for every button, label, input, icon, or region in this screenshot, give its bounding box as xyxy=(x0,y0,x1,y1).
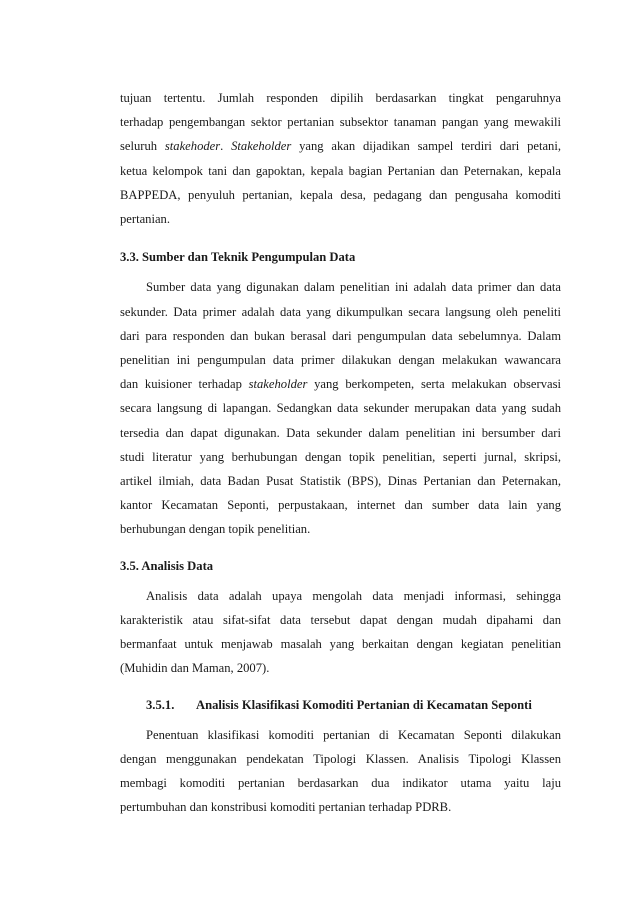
text-line: studi literatur yang berhubungan dengan topik penelitian, seperti jurnal, skripsi, xyxy=(120,449,561,464)
text-line: pertumbuhan dan konstribusi komoditi pertanian terhadap PDRB. xyxy=(120,800,452,815)
text-line: dari para responden dan bukan berasal dari pengumpulan data sebelumnya. Dalam xyxy=(120,328,561,343)
text-line: bermanfaat untuk menjawab masalah yang berkaitan dengan kegiatan penelitian xyxy=(120,637,561,652)
text-line: penelitian ini pengumpulan data primer dilakukan dengan melakukan wawancara xyxy=(120,353,561,368)
text-line xyxy=(120,134,561,158)
paragraph-analisis-data xyxy=(120,584,561,681)
text-line: kantor Kecamatan Seponti, perpustakaan, internet dan sumber data lain yang xyxy=(120,498,561,513)
text-line: artikel ilmiah, data Badan Pusat Statistik (BPS), Dinas Pertanian dan Peternakan, xyxy=(120,474,561,489)
text-line: karakteristik atau sifat-sifat data tersebut dapat dengan mudah dipahami dan xyxy=(120,613,561,628)
text-line: Sumber data yang digunakan dalam penelitian ini adalah data primer dan data xyxy=(146,280,561,295)
text-span: . xyxy=(220,139,232,154)
text-line: ketua kelompok tani dan gapoktan, kepala bagian Pertanian dan Peternakan, kepala xyxy=(120,163,561,178)
text-span: yang akan dijadikan sampel terdiri dari petani, xyxy=(291,139,561,154)
page-content xyxy=(120,86,561,820)
paragraph-intro xyxy=(120,86,561,231)
text-line: dengan menggunakan pendekatan Tipologi Klassen. Analisis Tipologi Klassen xyxy=(120,752,561,767)
italic-term: stakeholder xyxy=(248,377,308,392)
text-line: Penentuan klasifikasi komoditi pertanian di Kecamatan Seponti dilakukan xyxy=(146,727,561,742)
text-line: membagi komoditi pertanian berdasarkan dua indikator utama yaitu laju xyxy=(120,776,561,791)
subsection-heading-3-5-1 xyxy=(120,693,561,717)
section-heading-3-3: 3.3. Sumber dan Teknik Pengumpulan Data xyxy=(120,250,356,265)
paragraph-klasifikasi xyxy=(120,723,561,820)
text-line: tujuan tertentu. Jumlah responden dipilih berdasarkan tingkat pengaruhnya xyxy=(120,91,561,105)
italic-term: stakehoder xyxy=(164,139,221,154)
text-line: pertanian. xyxy=(120,212,170,227)
text-line: secara langsung di lapangan. Sedangkan data sekunder merupakan data yang sudah xyxy=(120,401,561,416)
text-line: BAPPEDA, penyuluh pertanian, kepala desa, pedagang dan pengusaha komoditi xyxy=(120,187,561,202)
text-line: berhubungan dengan topik penelitian. xyxy=(120,522,311,537)
text-line: (Muhidin dan Maman, 2007). xyxy=(120,661,270,676)
italic-term: Stakeholder xyxy=(231,139,292,154)
section-heading-3-5: 3.5. Analisis Data xyxy=(120,558,214,573)
text-line: Analisis data adalah upaya mengolah data menjadi informasi, sehingga xyxy=(146,588,561,603)
text-line: sekunder. Data primer adalah data yang dikumpulkan secara langsung oleh peneliti xyxy=(120,304,561,319)
text-span: yang berkompeten, serta melakukan observasi xyxy=(307,377,561,392)
text-line: terhadap pengembangan sektor pertanian subsektor tanaman pangan yang mewakili xyxy=(120,115,561,130)
text-span: dan kuisioner terhadap xyxy=(120,377,249,392)
subsection-title: Analisis Klasifikasi Komoditi Pertanian di Kecamatan Seponti xyxy=(196,697,532,712)
text-span: seluruh xyxy=(120,139,165,154)
subsection-number: 3.5.1. xyxy=(146,697,175,712)
text-line xyxy=(120,372,561,396)
paragraph-sumber-data xyxy=(120,275,561,541)
text-line: tersedia dan dapat digunakan. Data sekunder dalam penelitian ini bersumber dari xyxy=(120,425,561,440)
